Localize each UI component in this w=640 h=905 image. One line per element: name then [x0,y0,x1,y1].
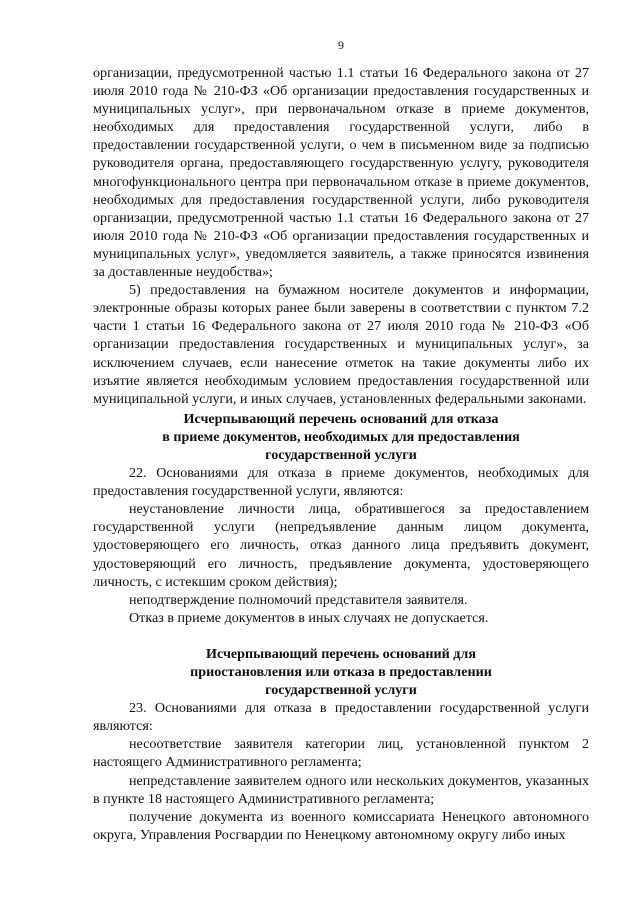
spacer [93,627,589,645]
heading-line: в приеме документов, необходимых для предоставления [162,428,520,445]
section-heading-suspension-refusal [93,645,589,699]
paragraph-22: 22. Основаниями для отказа в приеме документов, необходимых для предоставления государственной услуги, являются: [93,465,589,500]
paragraph-item-5: 5) предоставления на бумажном носителе документов и информации, электронные образы которых ранее были заверены в соответствии с пунктом 7.2 части 1 статьи 16 Федерального закона от 27 июля 2010 года № 210-ФЗ «Об организации предоставления государственных и муниципальных услуг», за исключением случаев, если нанесение отметок на такие документы либо их изъятие является необходимым условием предоставления государственной или муниципальной услуги, и иных случаев, установленных федеральными законами. [93,282,589,407]
page-number: 9 [338,38,344,52]
paragraph-identity: неустановление личности лица, обратившегося за предоставлением государственной услуги (непредъявление данным лицом документа, удостоверяющего его личность, отказ данного лица предъявить документ, удостоверяющий его личность, предъявление документа, удостоверяющего личность, с истекшим сроком действия); [93,501,589,590]
heading-line: государственной услуги [265,682,417,699]
paragraph-23: 23. Основаниями для отказа в предоставлении государственной услуги являются: [93,700,589,735]
paragraph-continuation: организации, предусмотренной частью 1.1 статьи 16 Федерального закона от 27 июля 2010 года № 210-ФЗ «Об организации предоставления государственных и муниципальных услуг», при первоначальном отказе в приеме документов, необходимых для предоставления государственной услуги, либо в предоставлении государственной услуги, о чем в письменном виде за подписью руководителя органа, предоставляющего государственную услугу, руководителя многофункционального центра при первоначальном отказе в приеме документов, необходимых для предоставления государственной услуги, либо руководителя организации, предусмотренной частью 1.1 статьи 16 Федерального закона от 27 июля 2010 года № 210-ФЗ «Об организации предоставления государственных и муниципальных услуг», уведомляется заявитель, а также приносятся извинения за доставленные неудобства»; [93,65,589,281]
paragraph-military: получение документа из военного комиссариата Ненецкого автономного округа, Управления Росгвардии по Ненецкому автономному округу либо иных [93,808,589,843]
heading-line: государственной услуги [265,446,417,463]
heading-line: приостановления или отказа в предоставлении [190,664,492,680]
document-page [93,38,589,844]
paragraph-no-other-refusal: Отказ в приеме документов в иных случаях не допускается. [129,609,489,626]
heading-line: Исчерпывающий перечень оснований для отказа [183,410,499,427]
section-heading-refusal-acceptance [93,410,589,464]
paragraph-authority: неподтверждение полномочий представителя заявителя. [129,591,468,608]
paragraph-documents: непредставление заявителем одного или нескольких документов, указанных в пункте 18 настоящего Административного регламента; [93,772,589,807]
heading-line: Исчерпывающий перечень оснований для [206,645,476,662]
paragraph-category: несоответствие заявителя категории лиц, установленной пунктом 2 настоящего Административного регламента; [93,736,589,771]
